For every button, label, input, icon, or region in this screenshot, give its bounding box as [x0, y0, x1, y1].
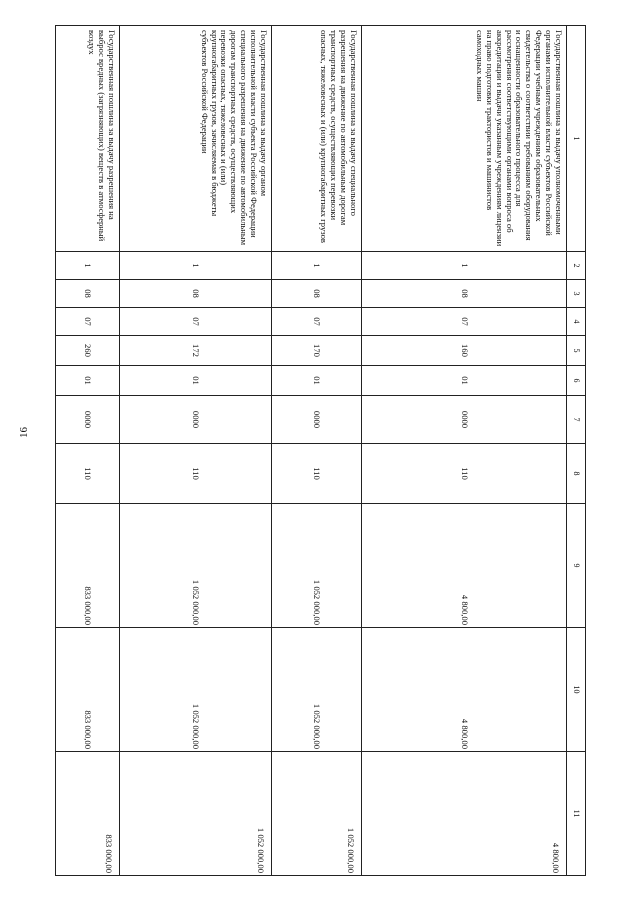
code-cell: 08 — [120, 280, 272, 308]
table-row — [56, 26, 120, 876]
code-cell: 08 — [362, 280, 567, 308]
header-cell: 1 — [567, 26, 586, 252]
header-cell: 2 — [567, 252, 586, 280]
amount-cell: 4 800,00 — [362, 628, 567, 752]
header-cell: 4 — [567, 308, 586, 336]
code-cell: 260 — [56, 336, 120, 366]
code-cell: 110 — [272, 444, 362, 504]
column-number-header-row — [567, 26, 586, 876]
code-cell: 1 — [362, 252, 567, 280]
table-row — [272, 26, 362, 876]
amount-cell: 1 052 000,00 — [120, 504, 272, 628]
code-cell: 110 — [362, 444, 567, 504]
header-cell: 9 — [567, 504, 586, 628]
budget-revenue-table — [55, 25, 586, 876]
amount-cell: 833 000,00 — [56, 504, 120, 628]
code-cell: 07 — [56, 308, 120, 336]
table-row — [362, 26, 567, 876]
header-cell: 10 — [567, 628, 586, 752]
code-cell: 0000 — [120, 396, 272, 444]
code-cell: 1 — [272, 252, 362, 280]
code-cell: 110 — [120, 444, 272, 504]
row-description: Государственная пошлина за выдачу уполномоченными органами исполнительной власти субъектов Российской Федерации учебным учреждениям образовательных свидетельства о соответствии требованиям оборудования и оснащенности образовательного процесса для рассмотрения соответствующими органами вопроса об аккредитации и выдачи указанным учреждениям лицензии на право подготовки трактористов и машинистов самоходных машин — [362, 26, 567, 252]
code-cell: 1 — [120, 252, 272, 280]
amount-cell: 4 800,00 — [362, 504, 567, 628]
header-cell: 5 — [567, 336, 586, 366]
code-cell: 172 — [120, 336, 272, 366]
code-cell: 0000 — [56, 396, 120, 444]
amount-cell: 833 000,00 — [56, 628, 120, 752]
amount-cell: 1 052 000,00 — [272, 752, 362, 876]
code-cell: 160 — [362, 336, 567, 366]
code-cell: 01 — [362, 366, 567, 396]
header-cell: 11 — [567, 752, 586, 876]
amount-cell: 1 052 000,00 — [272, 504, 362, 628]
amount-cell: 1 052 000,00 — [272, 628, 362, 752]
row-description: Государственная пошлина за выдачу разрешения на выброс вредных (загрязняющих) веществ в атмосферный воздух — [56, 26, 120, 252]
code-cell: 01 — [56, 366, 120, 396]
code-cell: 110 — [56, 444, 120, 504]
row-description: Государственная пошлина за выдачу специального разрешения на движение по автомобильным дорогам транспортных средств, осуществляющих перевозки опасных, тяжеловесных и (или) крупногабаритных грузов — [272, 26, 362, 252]
amount-cell: 1 052 000,00 — [120, 628, 272, 752]
code-cell: 07 — [120, 308, 272, 336]
code-cell: 01 — [120, 366, 272, 396]
header-cell: 6 — [567, 366, 586, 396]
amount-cell: 833 000,00 — [56, 752, 120, 876]
table-row — [120, 26, 272, 876]
code-cell: 1 — [56, 252, 120, 280]
header-cell: 8 — [567, 444, 586, 504]
rotated-page-content — [66, 25, 586, 875]
code-cell: 01 — [272, 366, 362, 396]
code-cell: 07 — [272, 308, 362, 336]
page-number: 16 — [18, 427, 30, 438]
amount-cell: 1 052 000,00 — [120, 752, 272, 876]
code-cell: 08 — [56, 280, 120, 308]
header-cell: 7 — [567, 396, 586, 444]
amount-cell: 4 800,00 — [362, 752, 567, 876]
code-cell: 0000 — [362, 396, 567, 444]
header-cell: 3 — [567, 280, 586, 308]
code-cell: 0000 — [272, 396, 362, 444]
code-cell: 08 — [272, 280, 362, 308]
code-cell: 07 — [362, 308, 567, 336]
row-description: Государственная пошлина за выдачу органом исполнительной власти субъекта Российской Федерации специального разрешения на движение по автомобильным дорогам транспортных средств, осуществляющих перевозки опасных, тяжеловесных и (или) крупногабаритных грузов, зачисляемая в бюджеты субъектов Российской Федерации — [120, 26, 272, 252]
code-cell: 170 — [272, 336, 362, 366]
